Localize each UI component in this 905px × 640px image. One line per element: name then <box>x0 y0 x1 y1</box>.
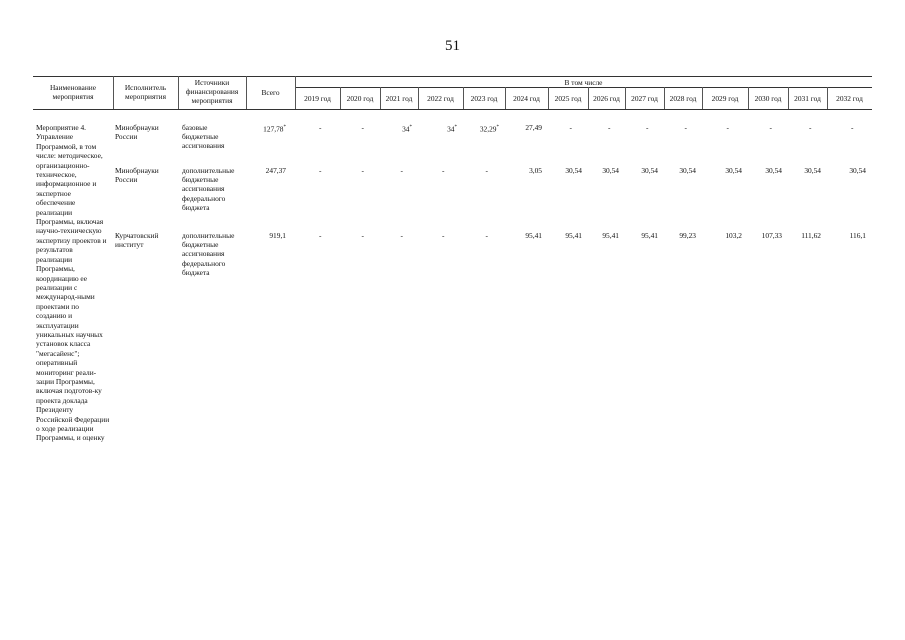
row-value: 30,54 <box>641 166 658 175</box>
header-year: 2019 год <box>304 94 331 103</box>
header-year: 2026 год <box>593 94 620 103</box>
row-value: 32,29* <box>479 124 499 134</box>
row-value: 30,54 <box>804 166 821 175</box>
row-value: - <box>684 123 687 132</box>
header-year: 2022 год <box>427 94 454 103</box>
row-value: - <box>646 123 649 132</box>
footnote-mark: * <box>283 125 286 130</box>
row-value: 111,62 <box>801 231 821 240</box>
subheader-border <box>295 87 872 88</box>
row-value: - <box>361 166 364 175</box>
header-year: 2021 год <box>385 94 413 103</box>
row-value: - <box>726 123 729 132</box>
row-value: - <box>319 166 322 175</box>
footnote-mark: * <box>454 125 457 130</box>
activity-name: Мероприятие 4. Управление Программой, в том числе: методическое, организационно-техническое, информационное и экспертное обеспечение реализации Программы, включая научно-техническую экспертизу проектов и результатов реализации Программы, координацию ее реализации с международ-ными проектами по созданию и эксплуатации уникальных научных установок класса "мегасайенс"; оперативный мониторинг реали-зации Программы, включая подготов-ку проекта доклада Президенту Российской Федерации о ходе реализации Программы, и оценку <box>36 123 110 443</box>
row-value: 34* <box>402 124 412 134</box>
header-source: Источники финансирования мероприятия <box>185 78 239 105</box>
header-total: Всего <box>261 88 280 97</box>
row-value: 95,41 <box>602 231 619 240</box>
row-value: 30,54 <box>725 166 742 175</box>
header-name: Наименование мероприятия <box>49 83 97 101</box>
row-value: - <box>485 166 488 175</box>
header-year: 2024 год <box>513 94 540 103</box>
header-year: 2027 год <box>631 94 658 103</box>
header-including: В том числе <box>564 78 603 87</box>
row-value: 95,41 <box>565 231 582 240</box>
table-top-border <box>33 76 872 77</box>
row-value: - <box>442 166 445 175</box>
row-source: базовые бюджетные ассигнования <box>182 123 225 151</box>
header-year: 2025 год <box>554 94 582 103</box>
row-total: 919,1 <box>269 231 286 240</box>
row-value: - <box>361 123 364 132</box>
row-value: 30,54 <box>765 166 782 175</box>
header-year: 2031 год <box>794 94 821 103</box>
row-value: 107,33 <box>761 231 782 240</box>
header-year: 2028 год <box>669 94 697 103</box>
row-value: - <box>608 123 611 132</box>
header-year: 2030 год <box>754 94 782 103</box>
row-value: - <box>319 123 322 132</box>
header-executor: Исполнитель мероприятия <box>124 83 167 101</box>
row-value: 27,49 <box>525 123 542 132</box>
row-value: - <box>400 231 403 240</box>
row-value: - <box>851 123 854 132</box>
row-total: 247,37 <box>265 166 286 175</box>
row-value: - <box>485 231 488 240</box>
footnote-mark: * <box>496 125 499 130</box>
row-executor: Курчатовский институт <box>115 231 159 250</box>
row-executor: Минобрнауки России <box>115 123 159 142</box>
header-year: 2029 год <box>711 94 739 103</box>
row-value: 30,54 <box>602 166 619 175</box>
row-value: 30,54 <box>849 166 866 175</box>
row-value: 103,2 <box>725 231 742 240</box>
page-number: 51 <box>445 38 460 54</box>
row-value: - <box>400 166 403 175</box>
footnote-mark: * <box>409 125 412 130</box>
row-value: 34* <box>447 124 457 134</box>
row-value: 3,05 <box>529 166 542 175</box>
row-value: - <box>319 231 322 240</box>
header-year: 2023 год <box>470 94 498 103</box>
header-bottom-border <box>33 109 872 110</box>
row-value: 116,1 <box>849 231 866 240</box>
row-value: - <box>569 123 572 132</box>
row-executor: Минобрнауки России <box>115 166 159 185</box>
header-year: 2032 год <box>836 94 863 103</box>
row-source: дополнительные бюджетные ассигнования федерального бюджета <box>182 231 235 277</box>
row-value: - <box>361 231 364 240</box>
row-value: - <box>809 123 812 132</box>
row-value: 30,54 <box>565 166 582 175</box>
row-value: - <box>769 123 772 132</box>
row-value: - <box>442 231 445 240</box>
row-source: дополнительные бюджетные ассигнования федерального бюджета <box>182 166 235 212</box>
row-total: 127,78* <box>263 124 286 134</box>
row-value: 30,54 <box>679 166 696 175</box>
header-year: 2020 год <box>346 94 374 103</box>
row-value: 95,41 <box>641 231 658 240</box>
row-value: 99,23 <box>679 231 696 240</box>
row-value: 95,41 <box>525 231 542 240</box>
